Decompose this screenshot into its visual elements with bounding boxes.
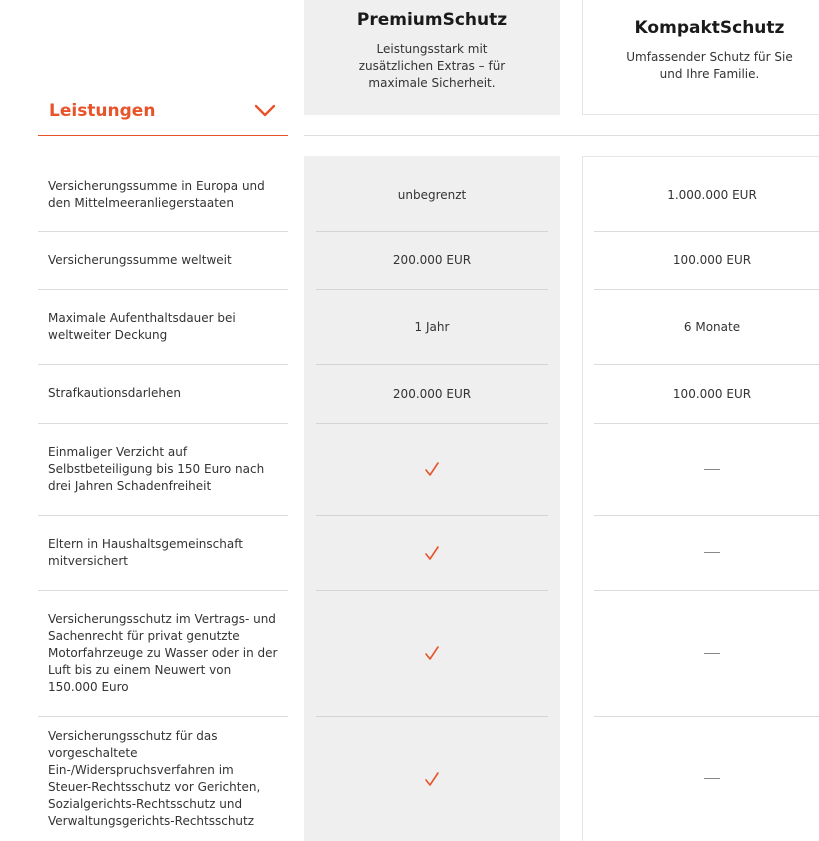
section-toggle-leistungen[interactable] — [38, 86, 288, 136]
kompakt-dash-icon — [582, 590, 819, 716]
feature-label: Maximale Aufenthaltsdauer bei weltweiter Deckung — [48, 310, 236, 342]
kompakt-value: 100.000 EUR — [672, 253, 752, 267]
premium-check-icon — [304, 515, 560, 590]
plan-desc-kompakt: Umfassender Schutz für Sie und Ihre Familie. — [626, 50, 793, 81]
feature-label: Versicherungsschutz für das vorgeschaltete Ein-/Widerspruchsverfahren im Steuer-Rechtsschutz vor Gerichten, Sozialgerichts-Rechtsschutz und Verwaltungsgerichts-Rechtsschutz — [48, 728, 261, 828]
kompakt-dash-icon — [582, 515, 819, 590]
kompakt-dash-icon — [582, 423, 819, 515]
kompakt-value: 1.000.000 EUR — [667, 187, 757, 202]
chevron-down-icon — [254, 104, 276, 118]
kompakt-value: 6 Monate — [683, 319, 741, 334]
premium-value: 1 Jahr — [414, 319, 450, 334]
plan-title-premium: PremiumSchutz — [356, 10, 508, 30]
premium-value: 200.000 EUR — [392, 253, 472, 267]
premium-value: unbegrenzt — [397, 187, 467, 202]
feature-label: Eltern in Haushaltsgemeinschaft mitversichert — [48, 536, 243, 568]
header-divider — [304, 135, 819, 136]
plan-title-kompakt: KompaktSchutz — [634, 18, 785, 38]
feature-label: Versicherungssumme in Europa und den Mittelmeeranliegerstaaten — [48, 178, 265, 210]
kompakt-value: 100.000 EUR — [672, 386, 752, 401]
feature-label: Einmaliger Verzicht auf Selbstbeteiligung bis 150 Euro nach drei Jahren Schadenfreiheit — [48, 444, 265, 493]
premium-check-icon — [304, 423, 560, 515]
feature-label: Strafkautionsdarlehen — [48, 386, 181, 400]
feature-label: Versicherungssumme weltweit — [48, 252, 232, 267]
kompakt-dash-icon — [582, 716, 819, 841]
plan-desc-premium: Leistungsstark mit zusätzlichen Extras – für maximale Sicherheit. — [358, 42, 506, 90]
premium-check-icon — [304, 716, 560, 841]
section-label: Leistungen — [49, 100, 156, 121]
premium-check-icon — [304, 590, 560, 716]
feature-label: Versicherungsschutz im Vertrags- und Sachenrecht für privat genutzte Motorfahrzeuge zu Wasser oder in der Luft bis zu einem Neuwert von 150.000 Euro — [48, 611, 278, 694]
premium-value: 200.000 EUR — [392, 386, 472, 401]
